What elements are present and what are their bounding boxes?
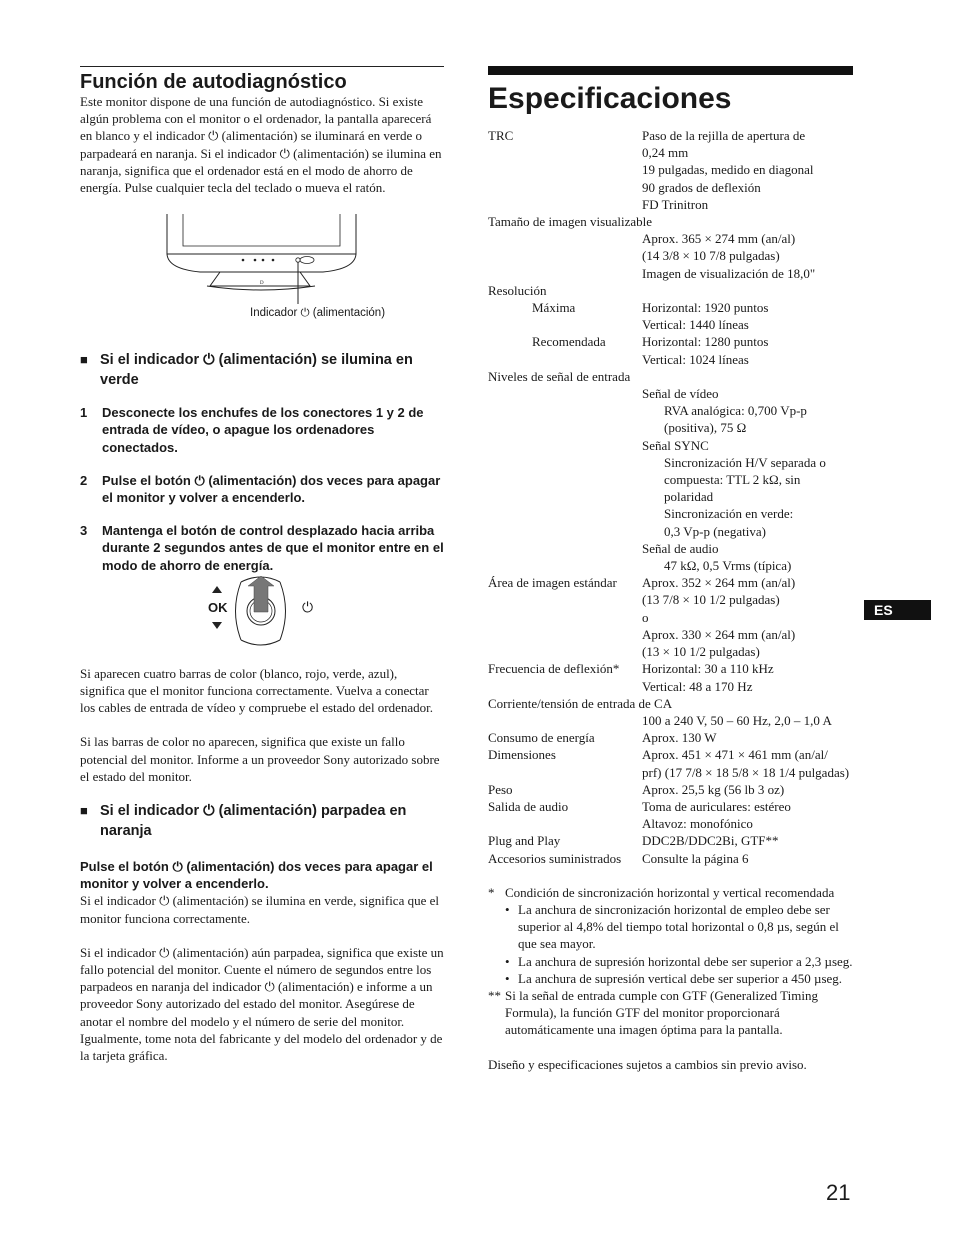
- spec-value: [642, 299, 853, 333]
- footnote-text: Si la señal de entrada cumple con GTF (Generalized Timing Formula), la función GTF del monitor proporcionará automáticamente una imagen óptima para la pantalla.: [505, 987, 819, 1038]
- spec-value-line: (13 × 10 1/2 pulgadas): [642, 644, 760, 660]
- spec-row-audio-out: [488, 798, 853, 832]
- spec-row-resolution-max: [488, 299, 853, 333]
- spec-value-line: RVA analógica: 0,700 Vp-p: [664, 403, 807, 419]
- spec-row-weight: [488, 781, 853, 798]
- step-text: Mantenga el botón de control desplazado hacia arriba durante 2 segundos antes de que el monitor entre en el modo de ahorro de energía.: [102, 523, 444, 573]
- spec-value: [642, 574, 853, 660]
- bullet-icon: •: [505, 970, 510, 986]
- spec-value: [642, 230, 853, 282]
- spec-row-deflection: [488, 660, 853, 694]
- spec-row-ac-input: [488, 712, 853, 729]
- footnote-text: Condición de sincronización horizontal y vertical recomendada: [505, 884, 835, 900]
- language-tab-es: ES: [864, 600, 931, 620]
- spec-value-line: Horizontal: 1280 puntos: [642, 334, 769, 350]
- spec-value: [642, 798, 853, 832]
- spec-value-line: Señal de vídeo: [642, 386, 719, 402]
- spec-value: [642, 333, 853, 367]
- spec-value-line: Altavoz: monofónico: [642, 816, 753, 832]
- spec-value-line: Toma de auriculares: estéreo: [642, 798, 791, 814]
- bullet-icon: •: [505, 901, 510, 917]
- spec-value-line: Aprox. 365 × 274 mm (an/al): [642, 231, 796, 247]
- footnote-bullet-text: La anchura de supresión vertical debe ser superior a 450 µseg.: [518, 970, 843, 986]
- spec-value-line: Horizontal: 1920 puntos: [642, 300, 769, 316]
- control-button-drawing: [80, 576, 444, 648]
- specifications-title: Especificaciones: [488, 82, 732, 115]
- footnote-bullet: [488, 953, 853, 970]
- spec-value-line: Aprox. 451 × 471 × 461 mm (an/al/: [642, 747, 828, 763]
- monitor-front-illustration: [80, 214, 444, 334]
- spec-row-plug-and-play: [488, 832, 853, 849]
- spec-value-line: Horizontal: 30 a 110 kHz: [642, 661, 774, 677]
- spec-row-resolution-rec: [488, 333, 853, 367]
- ok-label: OK: [208, 599, 228, 615]
- step-text: Desconecte los enchufes de los conectores 1 y 2 de entrada de vídeo, o apague los ordenadores conectados.: [102, 405, 424, 455]
- page-number: 21: [826, 1180, 851, 1205]
- black-square-bullet-icon: ■: [80, 352, 88, 368]
- step-item: [80, 404, 444, 456]
- footnote-mark: *: [488, 884, 495, 900]
- spec-label: Corriente/tensión de entrada de CA: [488, 695, 673, 711]
- spec-label: Área de imagen estándar: [488, 575, 617, 591]
- no-color-bars-paragraph: Si las barras de color no aparecen, significa que existe un fallo potencial del monitor. Informe a un proveedor Sony autorizado sobre el estado del monitor.: [80, 734, 440, 784]
- spec-value-line: compuesta: TTL 2 kΩ, sin: [664, 472, 801, 488]
- spec-value: DDC2B/DDC2Bi, GTF**: [642, 833, 779, 849]
- spec-value-line: Aprox. 330 × 264 mm (an/al): [642, 626, 796, 642]
- spec-value-line: (14 3/8 × 10 7/8 pulgadas): [642, 248, 780, 264]
- spec-value-line: 19 pulgadas, medido en diagonal: [642, 162, 814, 178]
- footnote-bullet-text: La anchura de supresión horizontal debe ser superior a 2,3 µseg.: [518, 953, 853, 969]
- spec-value-line: Vertical: 1440 líneas: [642, 317, 749, 333]
- spec-value-line: 90 grados de deflexión: [642, 179, 761, 195]
- spec-table: [488, 127, 853, 867]
- footnote-mark: **: [488, 987, 501, 1003]
- spec-label: TRC: [488, 128, 514, 143]
- step-text: Pulse el botón ⏻ (alimentación) dos veces para apagar el monitor y volver a encenderlo.: [102, 472, 441, 506]
- orange-instruction: Pulse el botón ⏻ (alimentación) dos veces para apagar el monitor y volver a encenderlo.: [80, 859, 433, 892]
- power-symbol-icon: ⏻: [302, 598, 314, 615]
- spec-row-consumption: [488, 729, 853, 746]
- self-diagnosis-title: Función de autodiagnóstico: [80, 71, 347, 93]
- spec-value-line: Vertical: 1024 líneas: [642, 351, 749, 367]
- spec-label: Peso: [488, 781, 513, 797]
- spec-value-line: Señal de audio: [642, 540, 719, 556]
- spec-label: Dimensiones: [488, 747, 556, 763]
- section-orange-heading-text: Si el indicador ⏻ (alimentación) parpadea en naranja: [100, 803, 407, 840]
- footnote-single-star: [488, 884, 853, 901]
- footnote-bullet: [488, 901, 853, 953]
- spec-value-line: o: [642, 609, 649, 625]
- black-square-bullet-icon: ■: [80, 803, 88, 819]
- spec-value: Consulte la página 6: [642, 850, 749, 866]
- spec-row-signal-label: [488, 368, 853, 385]
- steps-list: [80, 404, 444, 574]
- footnotes: [488, 884, 853, 1073]
- right-column: [488, 66, 853, 1073]
- spec-label: Tamaño de imagen visualizable: [488, 214, 653, 230]
- spec-row-accessories: [488, 850, 853, 867]
- spec-value-line: Sincronización en verde:: [664, 506, 794, 522]
- power-indicator-caption: Indicador ⏻ (alimentación): [250, 307, 386, 320]
- spec-label: Plug and Play: [488, 833, 561, 849]
- spec-value-line: 47 kΩ, 0,5 Vrms (típica): [664, 558, 792, 574]
- footnote-bullet-text: La anchura de sincronización horizontal de empleo debe ser superior al 4,8% del tiempo total horizontal o 0,8 µs, según el que sea mayor.: [518, 901, 839, 952]
- spec-value-line: Vertical: 48 a 170 Hz: [642, 678, 753, 694]
- spec-value: [642, 127, 853, 213]
- step-number: 3: [80, 523, 88, 539]
- spec-row-dimensions: [488, 746, 853, 780]
- control-button-illustration: [80, 576, 444, 648]
- disclaimer: Diseño y especificaciones sujetos a cambios sin previo aviso.: [488, 1056, 807, 1072]
- step-item: [80, 472, 444, 506]
- spec-value-line: (13 7/8 × 10 1/2 pulgadas): [642, 592, 780, 608]
- spec-value: 100 a 240 V, 50 – 60 Hz, 2,0 – 1,0 A: [642, 712, 832, 728]
- spec-row-image-size-label: [488, 213, 853, 230]
- svg-text:D: D: [260, 281, 264, 287]
- step-item: [80, 522, 444, 574]
- spec-row-trc: [488, 127, 853, 213]
- spec-value: [642, 660, 853, 694]
- spec-row-standard-area: [488, 574, 853, 660]
- spec-label: Frecuencia de deflexión*: [488, 661, 620, 677]
- intro-paragraph: Este monitor dispone de una función de autodiagnóstico. Si existe algún problema con el monitor o el ordenador, la pantalla aparecerá en blanco y el indicador ⏻ (alimentación) se iluminará en verde o parpadeará en naranja. Si el indicador ⏻ (alimentación) se ilumina en naranja, significa que el ordenador está en el modo de ahorro de energía. Pulse cualquier tecla del teclado o mueva el ratón.: [80, 94, 442, 196]
- spec-value: [642, 746, 853, 780]
- right-title-rule: [488, 66, 853, 75]
- spec-value-line: polaridad: [664, 489, 714, 505]
- spec-value-line: 0,3 Vp-p (negativa): [664, 523, 766, 539]
- spec-value-line: (positiva), 75 Ω: [664, 420, 747, 436]
- spec-label: Consumo de energía: [488, 730, 595, 746]
- orange-blinking-paragraph: Si el indicador ⏻ (alimentación) aún parpadea, significa que existe un fallo potencial del monitor. Cuente el número de segundos entre los parpadeos en naranja del indicador ⏻ (alimentación) e informe a un proveedor Sony autorizado del estado del monitor. Asegúrese de anotar el nombre del modelo y el número de serie del monitor. Igualmente, tome nota del fabricante y del modelo del ordenador y de la tarjeta gráfica.: [80, 944, 444, 1064]
- orange-green-result-paragraph: Si el indicador ⏻ (alimentación) se ilumina en verde, significa que el monitor funciona correctamente.: [80, 893, 439, 926]
- section-orange-heading: [80, 801, 444, 841]
- spec-value-line: Aprox. 352 × 264 mm (an/al): [642, 575, 796, 591]
- section-green-heading-text: Si el indicador ⏻ (alimentación) se ilumina en verde: [100, 352, 413, 389]
- spec-value-line: Sincronización H/V separada o: [664, 454, 826, 470]
- color-bars-paragraph: Si aparecen cuatro barras de color (blanco, rojo, verde, azul), significa que el monitor funciona correctamente. Vuelva a conectar los cables de entrada de vídeo y compruebe el estado del ordenador.: [80, 665, 434, 716]
- bullet-icon: •: [505, 953, 510, 969]
- spec-value-line: Paso de la rejilla de apertura de: [642, 128, 806, 143]
- step-number: 1: [80, 405, 88, 421]
- footnote-bullet: [488, 970, 853, 987]
- spec-value-line: 0,24 mm: [642, 145, 689, 161]
- spec-value-line: prf) (17 7/8 × 18 5/8 × 18 1/4 pulgadas): [642, 764, 850, 780]
- spec-value: Aprox. 25,5 kg (56 lb 3 oz): [642, 781, 785, 797]
- spec-label: Accesorios suministrados: [488, 850, 622, 866]
- spec-row-signal: [488, 385, 853, 574]
- spec-sublabel: Recomendada: [532, 334, 606, 350]
- section-green-heading: [80, 350, 444, 390]
- spec-value-line: Señal SYNC: [642, 437, 709, 453]
- left-column: [80, 66, 444, 1064]
- spec-label: Niveles de señal de entrada: [488, 368, 631, 384]
- footnote-double-star: [488, 987, 853, 1039]
- spec-row-image-size: [488, 230, 853, 282]
- left-title-rule: [80, 66, 444, 67]
- spec-value-line: FD Trinitron: [642, 196, 709, 212]
- spec-value-line: Imagen de visualización de 18,0": [642, 265, 816, 281]
- spec-value: Aprox. 130 W: [642, 730, 717, 746]
- spec-sublabel: Máxima: [532, 300, 576, 316]
- spec-row-ac-input-label: [488, 695, 853, 712]
- spec-row-resolution-label: [488, 282, 853, 299]
- spec-value: [642, 385, 853, 574]
- step-number: 2: [80, 472, 88, 488]
- spec-label: Salida de audio: [488, 798, 569, 814]
- spec-label: Resolución: [488, 282, 547, 298]
